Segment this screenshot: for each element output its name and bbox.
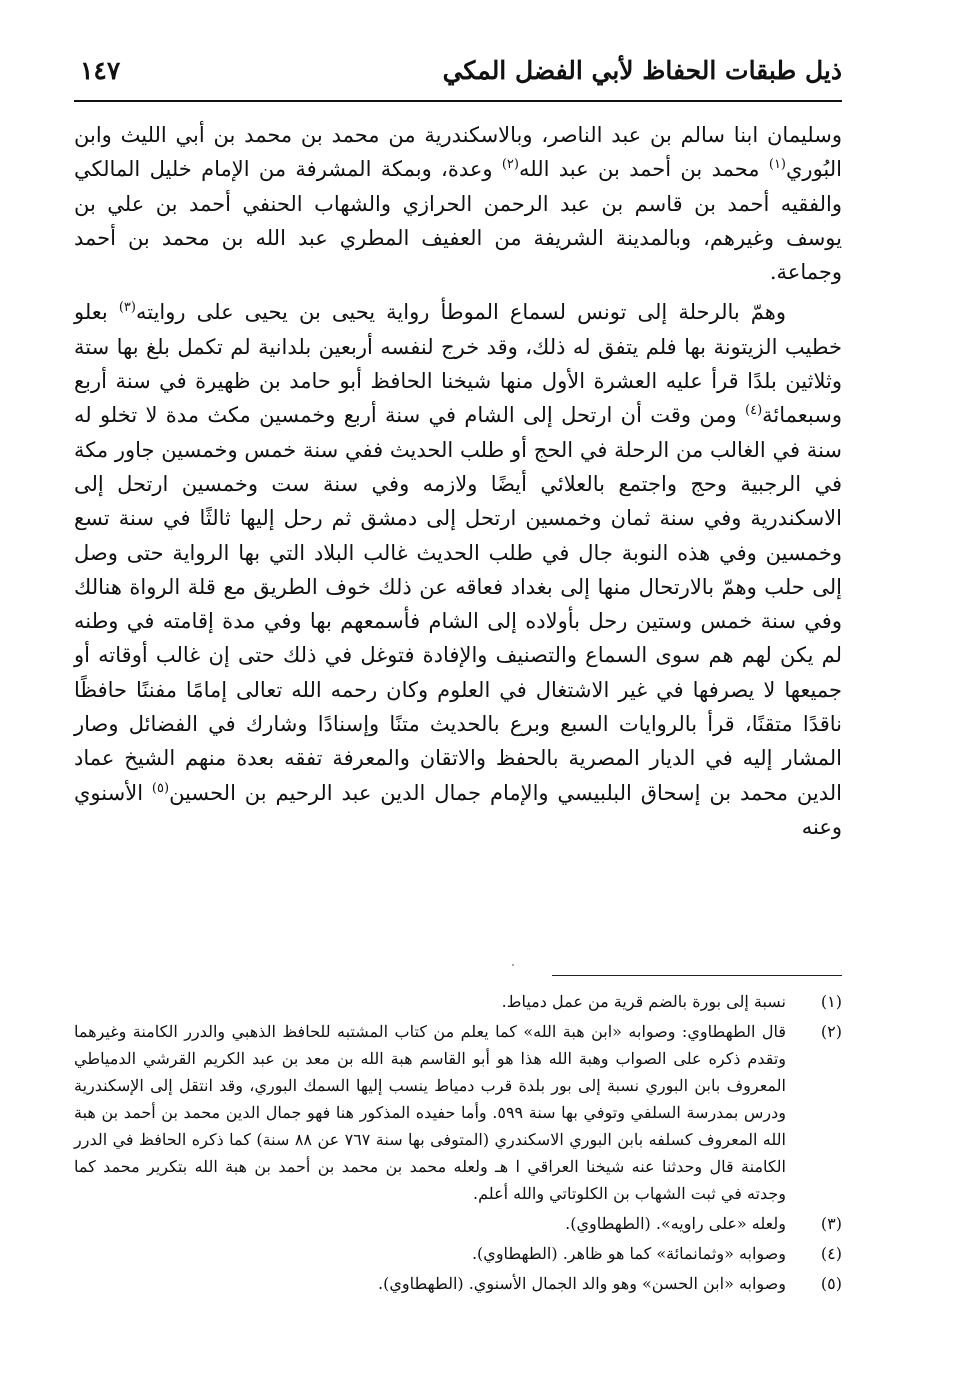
paragraph-1-part-1: وسليمان ابنا سالم بن عبد الناصر، وبالاسكندرية من محمد بن محمد بن أبي الليث وابن البُوري [74, 123, 842, 182]
paragraph-2-part-4: الأسنوي وعنه [74, 780, 842, 839]
footnote-separator [552, 975, 842, 976]
paragraph-2-part-3: ومن وقت أن ارتحل إلى الشام في سنة أربع وخمسين مكث مدة لا تخلو له سنة في الغالب من الرحلة في الحج أو طلب الحديث ففي سنة خمس وخمسين جاور مكة في الرجبية وحج واجتمع بالعلائي أيضًا ولازمه وفي سنة ست وخمسين ارتحل إلى الاسكندرية وفي سنة ثمان وخمسين ارتحل إلى دمشق ثم رحل إليها ثالثًا في سنة تسع وخمسين وفي هذه النوبة جال في طلب الحديث غالب البلاد التي بها الرواية حتى وصل إلى حلب وهمّ بالارتحال منها إلى بغداد فعاقه عن ذلك خوف الطريق مع قلة الرواة هنالك وفي سنة خمس وستين رحل بأولاده إلى الشام فأسمعهم بها وفي مدة إقامته في وطنه لم يكن لهم هم سوى السماع والتصنيف والإفادة فتوغل في ذلك حتى إن غالب أوقاته أو جميعها لا يصرفها في غير الاشتغال في العلوم وكان رحمه الله تعالى إمامًا مفننًا حافظًا ناقدًا متقنًا، قرأ بالروايات السبع وبرع بالحديث متنًا وإسنادًا وشارك في الفضائل وصار المشار إليه في الديار المصرية بالحفظ والاتقان والمعرفة تفقه بعدة منهم الشيخ عماد الدين محمد بن إسحاق البلبيسي والإمام جمال الدين عبد الرحيم بن الحسين [74, 403, 842, 805]
paragraph-1 [74, 118, 842, 289]
footnote-text: قال الطهطاوي: وصوابه «ابن هبة الله» كما يعلم من كتاب المشتبه للحافظ الذهبي والدرر الكامنة وغيرهما وتقدم ذكره على الصواب وهبة الله هذا هو أبو القاسم هبة الله بن معد بن عبد الكريم القرشي الدمياطي المعروف بابن البوري نسبة إلى بور بلدة قرب دمياط ينسب إليها السمك البوري، وقد انتقل إلى الإسكندرية ودرس بمدرسة السلفي وتوفي بها سنة ٥٩٩. وأما حفيده المذكور هنا فهو جمال الدين محمد بن أحمد بن هبة الله المعروف كسلفه بابن البوري الاسكندري (المتوفى بها سنة ٧٦٧ عن ٨٨ سنة) كما ذكره الحافظ في الدرر الكامنة قال وحدثنا عنه شيخنا العراقي ا هـ ولعله محمد بن محمد بن أحمد بن هبة الله بتكرير محمد كما وجدته في ثبت الشهاب بن الكلوتاتي والله أعلم. [74, 1022, 787, 1203]
footnote-text: وصوابه «وثمانمائة» كما هو ظاهر. (الطهطاوي). [471, 1244, 786, 1263]
footnote-2 [74, 1018, 842, 1207]
footnote-5 [74, 1270, 842, 1297]
footnote-4 [74, 1240, 842, 1267]
footnote-1 [74, 988, 842, 1015]
scan-speck [512, 964, 514, 966]
running-title: ذيل طبقات الحفاظ لأبي الفضل المكي [442, 56, 842, 85]
header-rule [74, 100, 842, 102]
footnote-ref-3: (٣) [118, 300, 136, 316]
footnote-3 [74, 1210, 842, 1237]
footnote-number: (٢) [820, 1022, 842, 1041]
footnote-number: (٤) [820, 1244, 842, 1263]
footnote-ref-2: (٢) [501, 157, 519, 173]
paragraph-2 [74, 295, 842, 844]
footnote-number: (٣) [820, 1214, 842, 1233]
page-number: ١٤٧ [80, 56, 121, 85]
page-header [74, 52, 842, 94]
main-text [74, 118, 842, 844]
paragraph-1-part-2: محمد بن أحمد بن عبد الله [518, 157, 769, 182]
paragraph-2-part-2: بعلو خطيب الزيتونة بها فلم يتفق له ذلك، وقد خرج لنفسه أربعين بلدانية لم تكمل بلغ بها ستة وثلاثين بلدًا قرأ عليه العشرة الأول منها شيخنا الحافظ أبو حامد بن ظهيرة في سنة أربع وسبعمائة [74, 300, 842, 428]
footnote-ref-4: (٤) [745, 403, 763, 419]
footnote-text: وصوابه «ابن الحسن» وهو والد الجمال الأسنوي. (الطهطاوي). [377, 1274, 786, 1293]
footnote-ref-5: (٥) [151, 780, 170, 796]
footnote-number: (٥) [820, 1274, 842, 1293]
paragraph-2-part-1: وهمّ بالرحلة إلى تونس لسماع الموطأ رواية يحيى بن يحيى على روايته [135, 300, 786, 325]
footnote-text: ولعله «على راويه». (الطهطاوي). [565, 1214, 786, 1233]
footnote-ref-1: (١) [768, 157, 786, 173]
paragraph-1-part-3: وعدة، وبمكة المشرفة من الإمام خليل المالكي والفقيه أحمد بن قاسم بن عبد الرحمن الحرازي والشهاب الحنفي أحمد بن علي بن يوسف وغيرهم، وبالمدينة الشريفة من العفيف المطري عبد الله بن محمد بن أحمد وجماعة. [74, 157, 842, 285]
footnote-number: (١) [820, 992, 842, 1011]
footnote-text: نسبة إلى بورة بالضم قرية من عمل دمياط. [501, 992, 786, 1011]
footnotes [74, 988, 842, 1297]
